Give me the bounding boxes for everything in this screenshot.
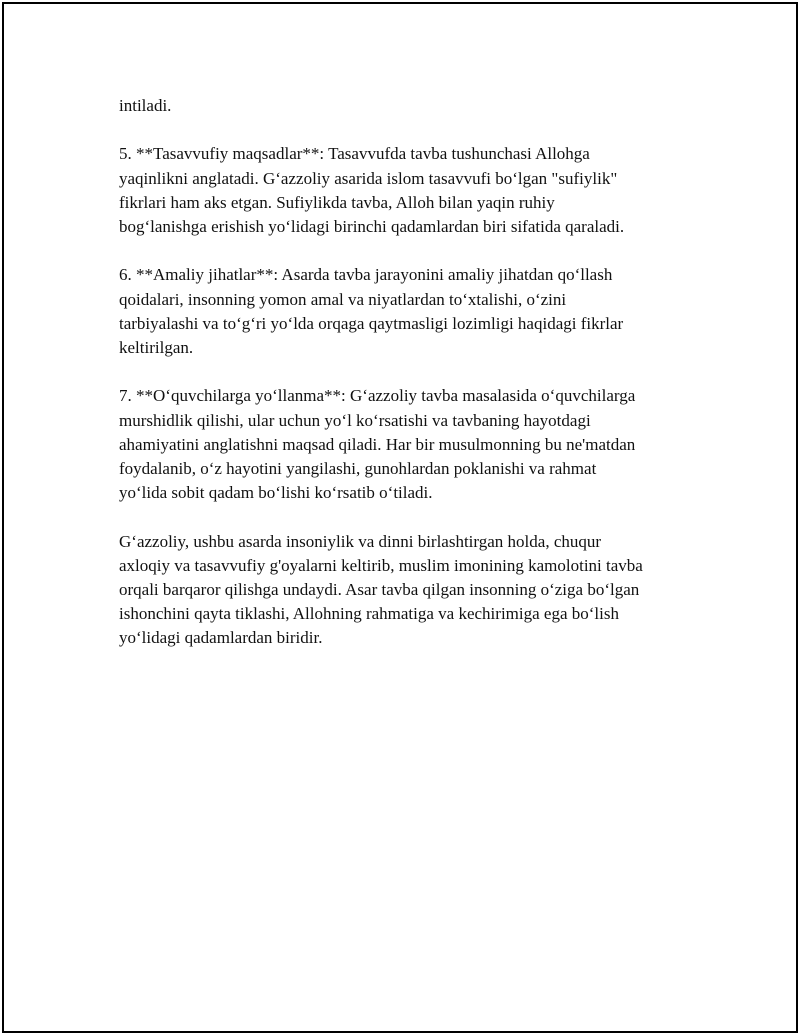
paragraph-item-7: 7. **O‘quvchilarga yo‘llanma**: G‘azzoliy tavba masalasida o‘quvchilarga murshidlik qilishi, ular uchun yo‘l ko‘rsatishi va tavbaning hayotdagi ahamiyatini anglatishni maqsad qiladi. Har bir musulmonning bu ne'matdan foydalanib, o‘z hayotini yangilashi, gunohlardan poklanishi va rahmat yo‘lida sobit qadam bo‘lishi ko‘rsatib o‘tiladi. <box>119 386 636 503</box>
document-body <box>119 94 699 675</box>
paragraph-continuation: intiladi. <box>119 96 172 115</box>
paragraph-item-6: 6. **Amaliy jihatlar**: Asarda tavba jarayonini amaliy jihatdan qo‘llash qoidalari, insonning yomon amal va niyatlardan to‘xtalishi, o‘zini tarbiyalashi va to‘g‘ri yo‘lda orqaga qaytmasligi lozimligi haqidagi fikrlar keltirilgan. <box>119 265 624 357</box>
paragraph-item-5: 5. **Tasavvufiy maqsadlar**: Tasavvufda tavba tushunchasi Allohga yaqinlikni anglatadi. G‘azzoliy asarida islom tasavvufi bo‘lgan "sufiylik" fikrlari ham aks etgan. Sufiylikda tavba, Alloh bilan yaqin ruhiy bog‘lanishga erishish yo‘lidagi birinchi qadamlardan biri sifatida qaraladi. <box>119 144 625 236</box>
document-page <box>2 2 798 1033</box>
paragraph-conclusion: G‘azzoliy, ushbu asarda insoniylik va dinni birlashtirgan holda, chuqur axloqiy va tasavvufiy g'oyalarni keltirib, muslim imonining kamolotini tavba orqali barqaror qilishga undaydi. Asar tavba qilgan insonning o‘ziga bo‘lgan ishonchini qayta tiklashi, Allohning rahmatiga va kechirimiga ega bo‘lish yo‘lidagi qadamlardan biridir. <box>119 531 643 648</box>
